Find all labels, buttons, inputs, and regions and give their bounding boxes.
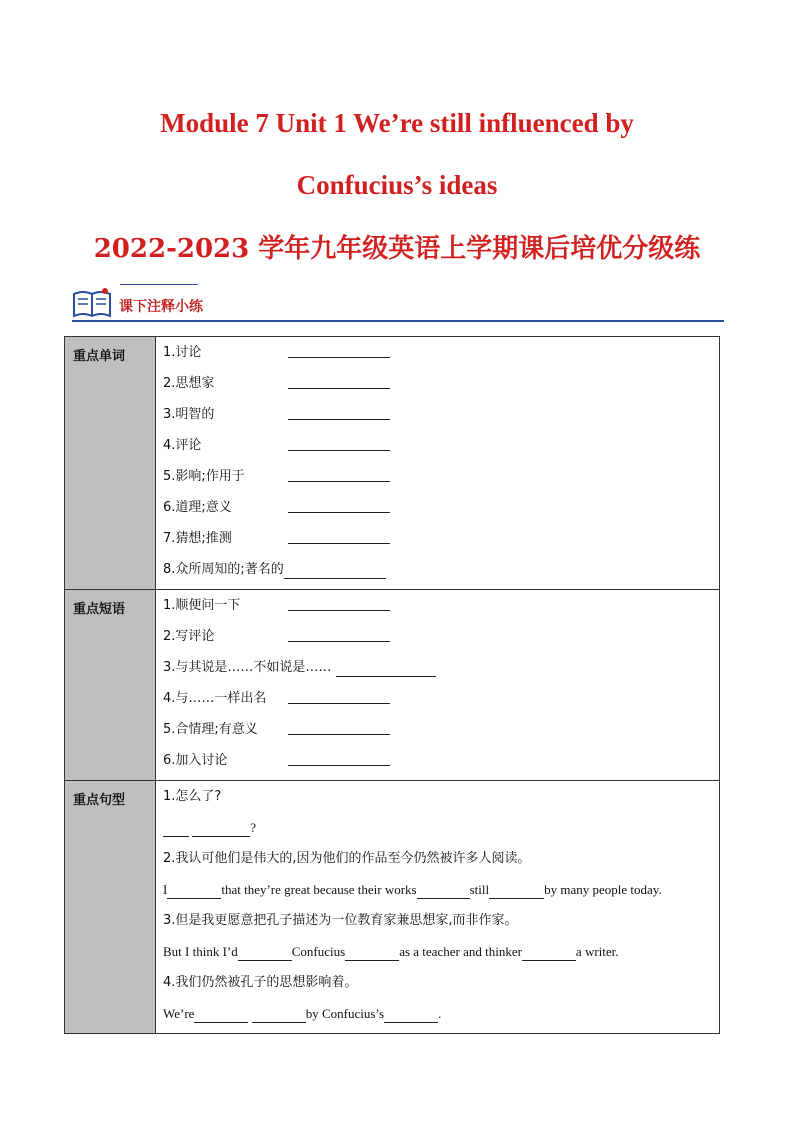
answer-blank[interactable] (288, 523, 390, 544)
sentence-answer: ? (163, 812, 713, 843)
answer-blank[interactable] (288, 492, 390, 513)
phrase-item: 1.顺便问一下 (163, 590, 713, 621)
title-line-2: Confucius’s ideas (296, 170, 498, 200)
word-item: 7.猜想;推测 (163, 523, 713, 554)
answer-blank[interactable] (384, 1002, 438, 1023)
sentence-answer: I that they’re great because their works still by many people today. (163, 874, 713, 905)
answer-blank[interactable] (192, 816, 250, 837)
answer-blank[interactable] (522, 940, 576, 961)
answer-blank[interactable] (336, 656, 436, 677)
answer-blank[interactable] (288, 590, 390, 611)
answer-blank[interactable] (288, 461, 390, 482)
phrase-item: 3.与其说是……不如说是…… (163, 652, 713, 683)
answer-blank[interactable] (288, 430, 390, 451)
answer-blank[interactable] (238, 940, 292, 961)
sentence-answer: We’re by Confucius’s . (163, 998, 713, 1029)
section-header (72, 282, 724, 324)
title-line-3: 2022-2023 学年九年级英语上学期课后培优分级练 (93, 234, 701, 264)
words-row (65, 337, 720, 590)
answer-blank[interactable] (288, 745, 390, 766)
sentences-content (156, 781, 720, 1034)
answer-blank[interactable] (288, 714, 390, 735)
section-top-line (120, 284, 198, 285)
phrase-item: 6.加入讨论 (163, 745, 713, 776)
answer-blank[interactable] (288, 683, 390, 704)
section-label: 课下注释小练 (119, 299, 203, 315)
answer-blank[interactable] (345, 940, 399, 961)
words-content (156, 337, 720, 590)
phrases-label: 重点短语 (65, 590, 156, 781)
word-item: 6.道理;意义 (163, 492, 713, 523)
word-item: 5.影响;作用于 (163, 461, 713, 492)
answer-blank[interactable] (288, 399, 390, 420)
word-item: 4.评论 (163, 430, 713, 461)
sentences-label: 重点句型 (65, 781, 156, 1034)
word-item: 2.思想家 (163, 368, 713, 399)
book-icon (72, 286, 112, 320)
words-label: 重点单词 (65, 337, 156, 590)
word-item: 3.明智的 (163, 399, 713, 430)
phrases-row (65, 590, 720, 781)
exercise-table (64, 336, 720, 1034)
answer-blank[interactable] (489, 878, 544, 899)
answer-blank[interactable] (288, 337, 390, 358)
answer-blank[interactable] (163, 816, 189, 837)
title-line-1: Module 7 Unit 1 We’re still influenced by (160, 108, 634, 138)
answer-blank[interactable] (252, 1002, 306, 1023)
sentence-answer: But I think I’d Confucius as a teacher and thinker a writer. (163, 936, 713, 967)
word-item: 1.讨论 (163, 337, 713, 368)
answer-blank[interactable] (288, 621, 390, 642)
phrase-item: 4.与……一样出名 (163, 683, 713, 714)
sentence-prompt: 1.怎么了? (163, 789, 222, 804)
answer-blank[interactable] (167, 878, 221, 899)
sentence-prompt: 3.但是我更愿意把孔子描述为一位教育家兼思想家,而非作家。 (163, 913, 518, 928)
phrases-content (156, 590, 720, 781)
answer-blank[interactable] (288, 368, 390, 389)
phrase-item: 5.合情理;有意义 (163, 714, 713, 745)
answer-blank[interactable] (284, 558, 386, 579)
phrase-item: 2.写评论 (163, 621, 713, 652)
section-divider (72, 320, 724, 322)
word-item: 8.众所周知的;著名的 (163, 554, 713, 585)
sentence-prompt: 4.我们仍然被孔子的思想影响着。 (163, 975, 358, 990)
answer-blank[interactable] (194, 1002, 248, 1023)
sentences-row (65, 781, 720, 1034)
answer-blank[interactable] (417, 878, 470, 899)
sentence-prompt: 2.我认可他们是伟大的,因为他们的作品至今仍然被许多人阅读。 (163, 851, 531, 866)
